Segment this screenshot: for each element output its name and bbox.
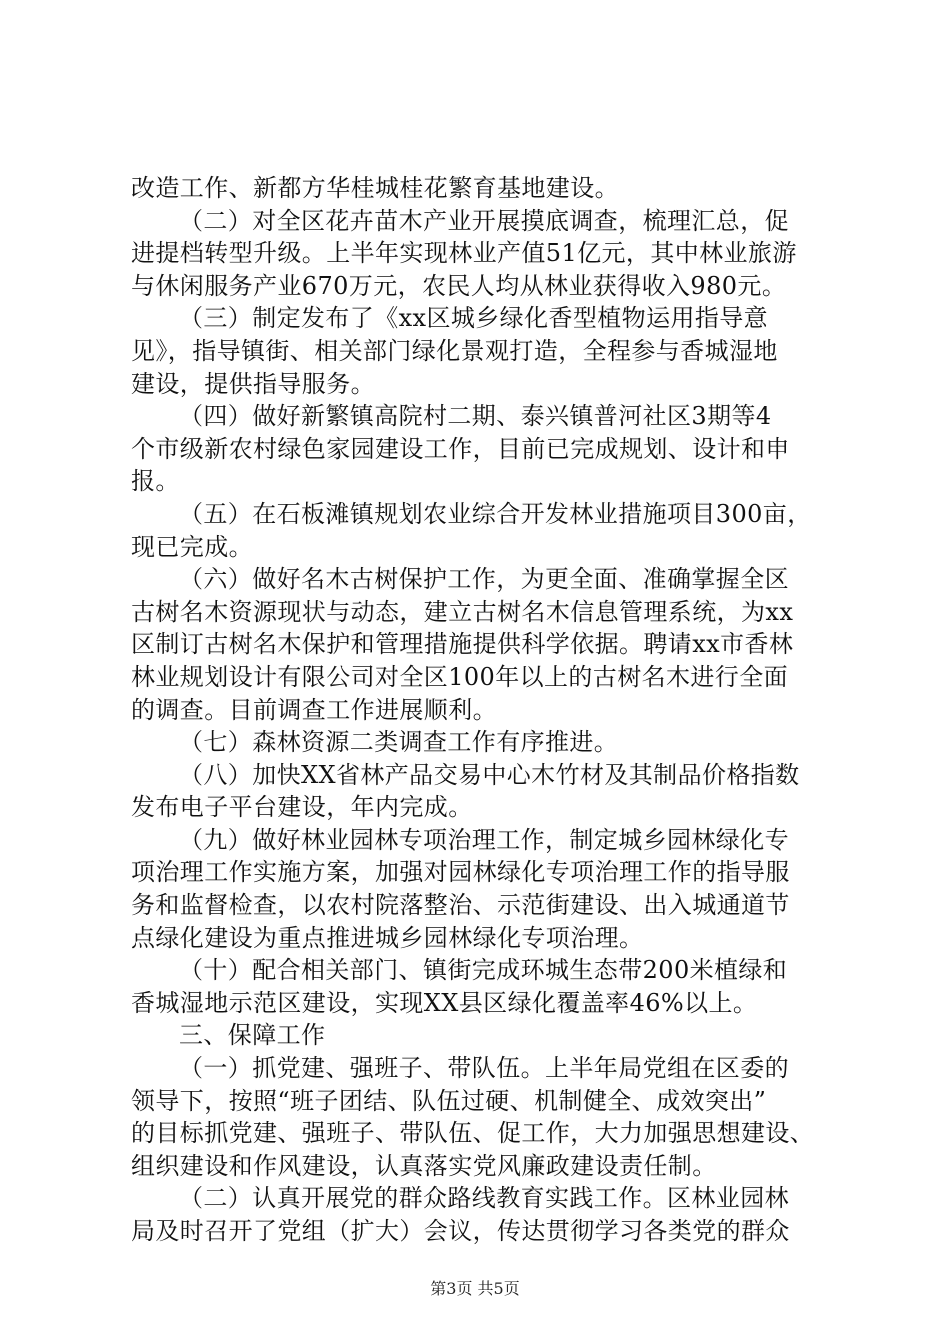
text-line: （四）做好新繁镇高院村二期、泰兴镇普河社区3期等4 — [179, 402, 772, 431]
text-line: （五）在石板滩镇规划农业综合开发林业措施项目300亩， — [179, 499, 812, 528]
text-line: 进提档转型升级。上半年实现林业产值51亿元，其中林业旅游 — [131, 239, 797, 268]
text-line: 改造工作、新都方华桂城桂花繁育基地建设。 — [131, 174, 619, 202]
text-line: 建设，提供指导服务。 — [131, 369, 375, 398]
text-line: 的调查。目前调查工作进展顺利。 — [131, 695, 497, 724]
text-line: 报。 — [131, 467, 180, 496]
text-line: 项治理工作实施方案，加强对园林绿化专项治理工作的指导服 — [131, 858, 790, 887]
text-line: 领导下，按照“班子团结、队伍过硬、机制健全、成效突出” — [131, 1086, 767, 1115]
text-line: 的目标抓党建、强班子、带队伍、促工作，大力加强思想建设、 — [131, 1119, 815, 1148]
text-line: 组织建设和作风建设，认真落实党风廉政建设责任制。 — [131, 1151, 717, 1180]
text-line: （二）对全区花卉苗木产业开展摸底调查，梳理汇总，促 — [179, 206, 789, 235]
text-line: 局及时召开了党组（扩大）会议，传达贯彻学习各类党的群众 — [131, 1217, 790, 1245]
text-line: （八）加快XX省林产品交易中心木竹材及其制品价格指数 — [179, 760, 800, 789]
text-line: 个市级新农村绿色家园建设工作，目前已完成规划、设计和申 — [131, 434, 790, 463]
page-number-footer: 第3页 共5页 — [430, 1279, 520, 1298]
text-line: 务和监督检查，以农村院落整治、示范街建设、出入城通道节 — [131, 891, 790, 920]
text-line: 与休闲服务产业670万元，农民人均从林业获得收入980元。 — [131, 271, 787, 300]
text-line: 区制订古树名木保护和管理措施提供科学依据。聘请xx市香林 — [131, 630, 794, 659]
text-line: 林业规划设计有限公司对全区100年以上的古树名木进行全面 — [131, 662, 789, 691]
text-line: 见》，指导镇街、相关部门绿化景观打造，全程参与香城湿地 — [131, 336, 778, 365]
text-line: 现已完成。 — [131, 532, 253, 561]
text-line: （十）配合相关部门、镇街完成环城生态带200米植绿和 — [179, 956, 788, 985]
text-line: （一）抓党建、强班子、带队伍。上半年局党组在区委的 — [179, 1054, 789, 1083]
text-line: （六）做好名木古树保护工作，为更全面、准确掌握全区 — [179, 565, 789, 594]
text-line: 点绿化建设为重点推进城乡园林绿化专项治理。 — [131, 923, 644, 952]
text-line: （二）认真开展党的群众路线教育实践工作。区林业园林 — [179, 1184, 789, 1213]
text-line: （七）森林资源二类调查工作有序推进。 — [179, 728, 619, 757]
document-body — [131, 172, 831, 1248]
text-line: （三）制定发布了《xx区城乡绿化香型植物运用指导意 — [179, 304, 769, 333]
section-heading: 三、保障工作 — [179, 1021, 326, 1050]
text-line: （九）做好林业园林专项治理工作，制定城乡园林绿化专 — [179, 825, 789, 854]
text-line: 发布电子平台建设，年内完成。 — [131, 793, 473, 822]
text-line: 古树名木资源现状与动态，建立古树名木信息管理系统，为xx — [131, 597, 794, 626]
text-line: 香城湿地示范区建设，实现XX县区绿化覆盖率46%以上。 — [131, 988, 758, 1017]
